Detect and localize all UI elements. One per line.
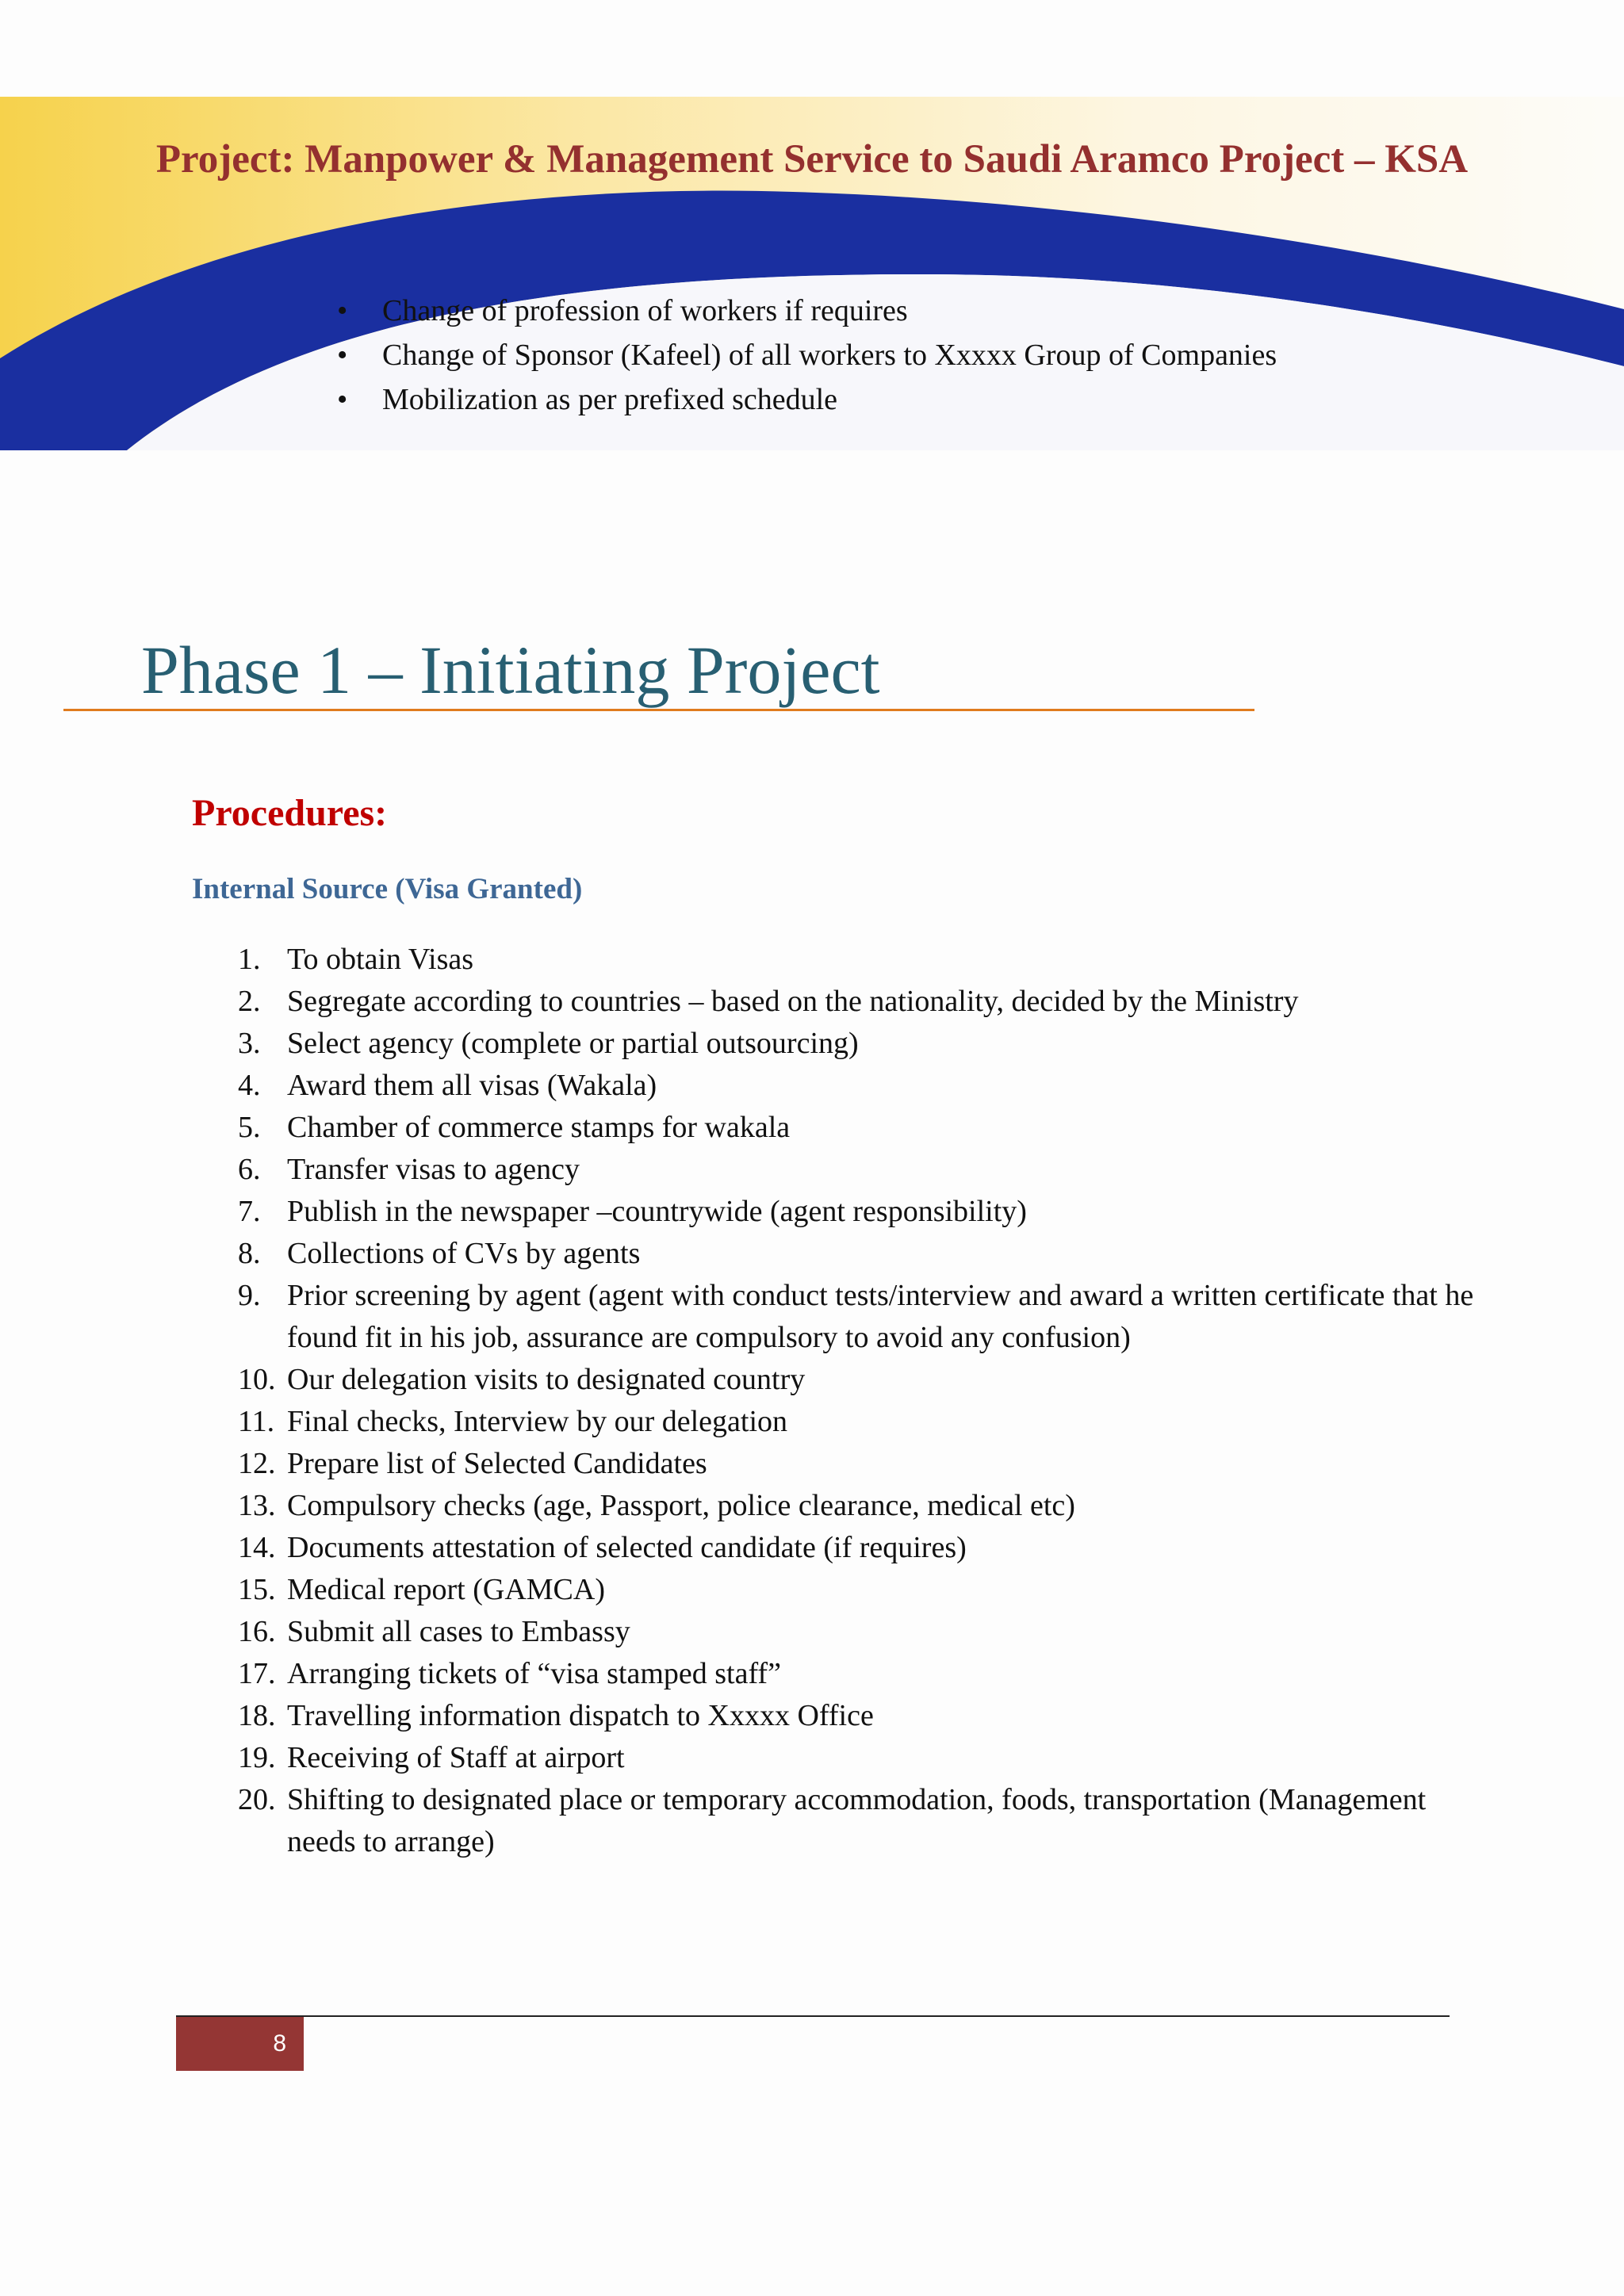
list-item: • Change of profession of workers if requires xyxy=(337,289,1277,333)
list-item xyxy=(238,1569,1475,1611)
step-number: 10. xyxy=(238,1363,276,1396)
list-item: • Mobilization as per prefixed schedule xyxy=(337,377,1277,422)
step-number: 17. xyxy=(238,1657,276,1690)
list-item xyxy=(238,1695,1475,1737)
step-number: 6. xyxy=(238,1153,261,1186)
list-item xyxy=(238,1149,1475,1191)
list-item xyxy=(238,981,1475,1023)
list-item xyxy=(238,1611,1475,1653)
step-number: 9. xyxy=(238,1279,261,1312)
step-number: 11. xyxy=(238,1405,275,1438)
step-text: Transfer visas to agency xyxy=(287,1153,580,1186)
step-text: Arranging tickets of “visa stamped staff” xyxy=(287,1657,781,1690)
list-item xyxy=(238,1359,1475,1401)
step-text: Submit all cases to Embassy xyxy=(287,1615,630,1648)
step-text: Select agency (complete or partial outsourcing) xyxy=(287,1027,859,1060)
step-text: Medical report (GAMCA) xyxy=(287,1573,606,1606)
phase-title: Phase 1 – Initiating Project xyxy=(141,632,880,708)
step-text: To obtain Visas xyxy=(287,943,474,976)
list-item xyxy=(238,1233,1475,1275)
list-item xyxy=(238,1527,1475,1569)
list-item xyxy=(238,1653,1475,1695)
step-text: Receiving of Staff at airport xyxy=(287,1741,625,1774)
step-text: Prior screening by agent (agent with conduct tests/interview and award a written certificate that he found fit in his job, assurance are compulsory to avoid any confusion) xyxy=(287,1279,1474,1354)
step-text: Segregate according to countries – based on the nationality, decided by the Ministry xyxy=(287,985,1299,1018)
step-number: 2. xyxy=(238,985,261,1018)
list-item: • Change of Sponsor (Kafeel) of all workers to Xxxxx Group of Companies xyxy=(337,333,1277,377)
procedures-subheading: Internal Source (Visa Granted) xyxy=(192,873,583,905)
step-number: 15. xyxy=(238,1573,276,1606)
procedure-steps-list xyxy=(238,939,1475,1863)
step-number: 7. xyxy=(238,1195,261,1228)
step-text: Final checks, Interview by our delegation xyxy=(287,1405,788,1438)
step-text: Compulsory checks (age, Passport, police clearance, medical etc) xyxy=(287,1489,1075,1522)
list-item xyxy=(238,1191,1475,1233)
procedures-heading: Procedures: xyxy=(192,792,388,834)
step-text: Chamber of commerce stamps for wakala xyxy=(287,1111,791,1144)
list-item xyxy=(238,1401,1475,1443)
document-header-title: Project: Manpower & Management Service to Saudi Aramco Project – KSA xyxy=(155,137,1469,182)
step-text: Shifting to designated place or temporary accommodation, foods, transportation (Management needs to arrange) xyxy=(287,1783,1427,1858)
step-number: 13. xyxy=(238,1489,276,1522)
step-number: 12. xyxy=(238,1447,276,1480)
step-number: 8. xyxy=(238,1237,261,1270)
list-item xyxy=(238,1779,1475,1863)
page-number-badge: 8 xyxy=(176,2017,304,2071)
step-number: 16. xyxy=(238,1615,276,1648)
list-item xyxy=(238,1275,1475,1359)
step-number: 1. xyxy=(238,943,261,976)
step-text: Travelling information dispatch to Xxxxx Office xyxy=(287,1699,874,1732)
step-number: 18. xyxy=(238,1699,276,1732)
list-item xyxy=(238,1485,1475,1527)
top-bullet-list xyxy=(337,289,1277,422)
step-text: Our delegation visits to designated country xyxy=(287,1363,806,1396)
step-number: 14. xyxy=(238,1531,276,1564)
step-text: Prepare list of Selected Candidates xyxy=(287,1447,707,1480)
list-item xyxy=(238,1023,1475,1065)
step-number: 3. xyxy=(238,1027,261,1060)
step-number: 4. xyxy=(238,1069,261,1102)
list-item xyxy=(238,1737,1475,1779)
step-number: 19. xyxy=(238,1741,276,1774)
list-item xyxy=(238,1065,1475,1107)
step-text: Collections of CVs by agents xyxy=(287,1237,641,1270)
step-text: Publish in the newspaper –countrywide (agent responsibility) xyxy=(287,1195,1027,1228)
step-text: Award them all visas (Wakala) xyxy=(287,1069,657,1102)
list-item xyxy=(238,939,1475,981)
list-item xyxy=(238,1107,1475,1149)
list-item xyxy=(238,1443,1475,1485)
step-number: 20. xyxy=(238,1783,276,1816)
footer-divider xyxy=(176,2015,1450,2017)
step-number: 5. xyxy=(238,1111,261,1144)
step-text: Documents attestation of selected candidate (if requires) xyxy=(287,1531,967,1564)
phase-title-underline xyxy=(63,709,1254,711)
